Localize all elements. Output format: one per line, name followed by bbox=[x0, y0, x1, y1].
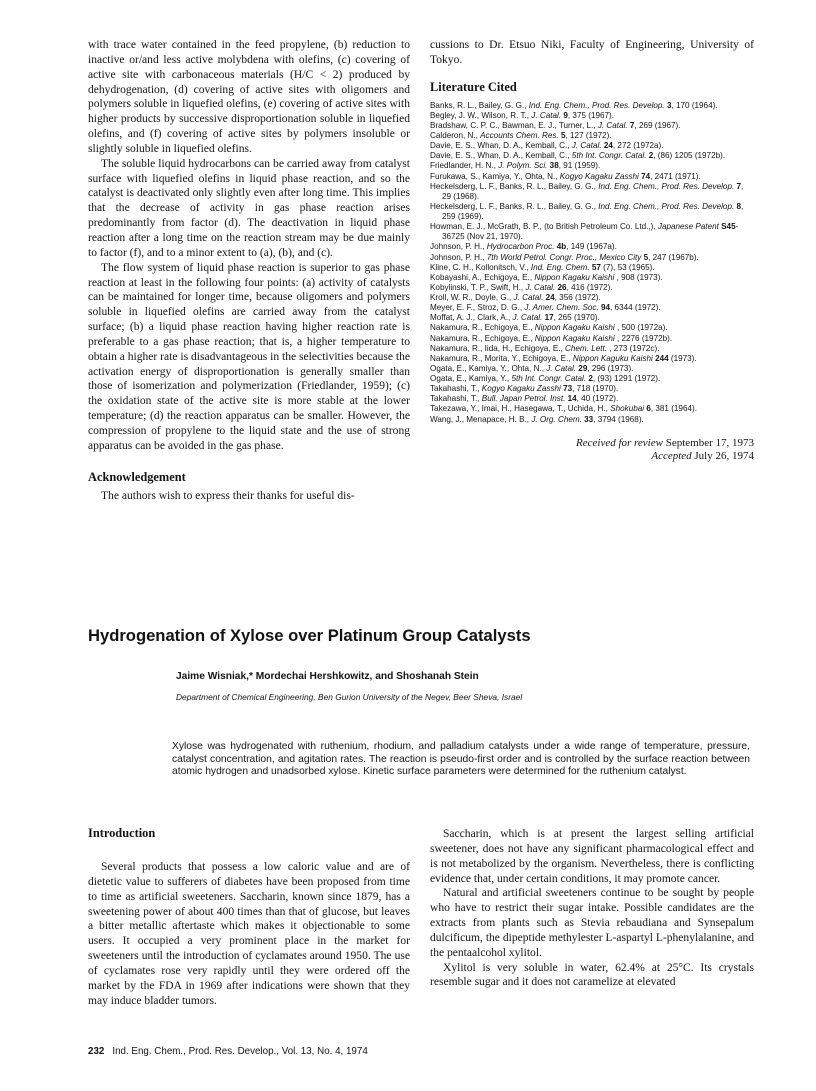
reference-list bbox=[430, 101, 754, 425]
reference-volume: 14 bbox=[567, 394, 577, 404]
reference-journal: J. Catal. bbox=[513, 293, 544, 303]
page-number: 232 bbox=[88, 1046, 105, 1057]
paragraph: Several products that possess a low caloric value and are of dietetic value to sufferers of diabetes have been proposed from time to time as artificial sweeteners. Saccharin, known since 1879, has a sweetening power of about 400 times than that of glucose, but leaves a bitter metallic aftertaste which makes it objectionable to some users. It occupied a very prominent place in the market for sweeteners until the introduction of cyclamates around 1950. The use of cyclamates rose very rapidly until they were ordered off the market by the FDA in 1969 after indications were shown that they may induce bladder tumors. bbox=[88, 861, 410, 1007]
reference-item bbox=[430, 131, 754, 141]
reference-item bbox=[430, 111, 754, 121]
paragraph: Natural and artificial sweeteners continue to be sought by people who have to restrict their sugar intake. Possible candidates are the extracts from plants such as Stevia rebaudiana and Synsepalum dulcificum, the dipeptide methylester L-aspartyl L-phenylalanine, and the pentaalcohol xylitol. bbox=[430, 887, 754, 959]
reference-journal: Ind. Eng. Chem., Prod. Res. Develop. bbox=[528, 100, 665, 110]
reference-authors: Ogata, E., Kamiya, Y., bbox=[430, 374, 512, 384]
reference-authors: Davie, E. S., Whan, D. A., Kemball, C., bbox=[430, 141, 572, 151]
reference-authors: Takezawa, Y., Imai, H., Hasegawa, T., Uchida, H., bbox=[430, 404, 611, 414]
reference-item bbox=[430, 101, 754, 111]
reference-details: , 127 (1972). bbox=[565, 131, 612, 141]
reference-journal: Nippon Kaguku Kaishi bbox=[572, 353, 653, 363]
reference-item bbox=[430, 303, 754, 313]
acknowledgement-heading: Acknowledgement bbox=[88, 469, 186, 484]
reference-details: , 149 (1967a). bbox=[566, 242, 617, 252]
reference-authors: Wang, J., Menapace, H. B., bbox=[430, 414, 532, 424]
reference-item bbox=[430, 283, 754, 293]
reference-details: , 272 (1972a). bbox=[612, 141, 664, 151]
reference-item bbox=[430, 182, 754, 202]
reference-item bbox=[430, 172, 754, 182]
reference-volume: 2 bbox=[648, 151, 654, 161]
reference-volume: 33 bbox=[584, 414, 594, 424]
paragraph: with trace water contained in the feed propylene, (b) reduction to inactive or/and less active molybdena with olefins, (c) covering of active site with carbonaceous materials (H/C < 2) produced by dehydrogenation, (d) covering of active sites with oligomers and polymers soluble in liquefied olefins, (e) covering of active sites with higher products by successive disproportionation soluble in liquefied olefins, and (f) covering of active sites by polymers insoluble or slightly soluble in liquefied olefins. bbox=[88, 39, 410, 155]
reference-item bbox=[430, 151, 754, 161]
reference-item bbox=[430, 242, 754, 252]
reference-volume: 24 bbox=[603, 141, 613, 151]
received-block bbox=[430, 437, 754, 464]
reference-journal: Shokubai bbox=[610, 404, 645, 414]
reference-volume: 73 bbox=[563, 384, 573, 394]
reference-details: , 247 (1967b). bbox=[648, 252, 699, 262]
reference-details: , 259 (1969). bbox=[442, 201, 744, 222]
reference-item bbox=[430, 334, 754, 344]
reference-volume: 9 bbox=[563, 110, 568, 120]
reference-journal: 5th Int. Congr. Catal. bbox=[571, 151, 647, 161]
reference-authors: Heckelsderg, L. F., Banks, R. L., Bailey, G. G., bbox=[430, 181, 599, 191]
reference-journal: J. Catal. bbox=[512, 313, 543, 323]
reference-volume: 26 bbox=[557, 282, 567, 292]
reference-journal: Chem. Lett. bbox=[565, 343, 608, 353]
reference-volume: 29 bbox=[578, 363, 588, 373]
paragraph: The soluble liquid hydrocarbons can be carried away from catalyst surface with liquefied olefins in liquid phase reaction, and so the catalyst is deactivated only slightly even after long time. This implies that the decrease of activity in gas phase reaction arises predominantly from factor (d). The deactivation in liquid phase reaction after a long time on the reaction stream may be due mainly to factor (f), and to a minor extent to (a), (b), and (c). bbox=[88, 157, 410, 259]
reference-journal: Bull. Japan Petrol. Inst. bbox=[481, 394, 566, 404]
reference-journal: J. Catal. bbox=[597, 120, 628, 130]
reference-journal: J. Polym. Sci. bbox=[498, 161, 548, 171]
reference-journal: Nippon Kagaku Kaishi bbox=[534, 323, 615, 333]
reference-journal: Ind. Eng. Chem., Prod. Res. Develop. bbox=[598, 201, 735, 211]
article-abstract: Xylose was hydrogenated with ruthenium, rhodium, and palladium catalysts under a wide range of temperature, pressure, catalyst concentration, and agitation rates. The reaction is pseudo-first order and is controlled by the surface reaction between atomic hydrogen and unadsorbed xylose. Kinetic surface parameters were determined for the ruthenium catalyst. bbox=[172, 741, 750, 778]
reference-item bbox=[430, 394, 754, 404]
reference-volume: 7 bbox=[629, 120, 635, 130]
received-date: September 17, 1973 bbox=[665, 436, 754, 449]
reference-details: , 6344 (1972). bbox=[610, 303, 661, 313]
reference-journal: J. Catal. bbox=[531, 110, 562, 120]
reference-details: , 296 (1973). bbox=[587, 363, 634, 373]
reference-authors: Davie, E. S., Whan, D. A., Kemball, C., bbox=[430, 151, 572, 161]
reference-details: , 381 (1964). bbox=[650, 404, 697, 414]
reference-authors: Friedlander, H. N., bbox=[430, 161, 499, 171]
reference-item bbox=[430, 374, 754, 384]
reference-authors: Furukawa, S., Kamiya, Y., Ohta, N., bbox=[430, 171, 560, 181]
reference-details: , 2276 (1972b). bbox=[616, 333, 673, 343]
reference-item bbox=[430, 384, 754, 394]
reference-item bbox=[430, 415, 754, 425]
article-authors: Jaime Wisniak,* Mordechai Hershkowitz, and Shoshanah Stein bbox=[176, 671, 479, 682]
reference-journal: J. Catal. bbox=[525, 282, 556, 292]
reference-volume: 5 bbox=[643, 252, 649, 262]
reference-details: , 269 (1967). bbox=[634, 120, 681, 130]
paragraph: Xylitol is very soluble in water, 62.4% at 25°C. Its crystals resemble sugar and it does not caramelize at elevated bbox=[430, 961, 754, 989]
journal-citation: Ind. Eng. Chem., Prod. Res. Develop., Vol. 13, No. 4, 1974 bbox=[112, 1046, 368, 1057]
reference-item bbox=[430, 323, 754, 333]
reference-authors: Nakamura, R., Echigoya, E., bbox=[430, 323, 535, 333]
literature-cited-heading: Literature Cited bbox=[430, 79, 517, 94]
reference-journal: 5th Int. Congr. Catal. bbox=[511, 374, 587, 384]
reference-volume: 7 bbox=[736, 181, 742, 191]
page-footer bbox=[88, 1046, 688, 1057]
accepted-label: Accepted bbox=[651, 450, 692, 463]
reference-journal: J. Catal. bbox=[571, 141, 602, 151]
reference-item bbox=[430, 293, 754, 303]
reference-details: -36725 (Nov 21, 1970). bbox=[442, 222, 739, 242]
reference-details: , (86) 1205 (1972b). bbox=[653, 151, 726, 161]
reference-authors: Bradshaw, C. P. C., Bawman, E. J., Turner, L., bbox=[430, 120, 598, 130]
reference-details: , 265 (1970). bbox=[553, 313, 600, 323]
reference-item bbox=[430, 263, 754, 273]
received-label: Received for review bbox=[576, 436, 663, 449]
reference-journal: Kogyo Kagaku Zasshi bbox=[481, 384, 561, 394]
reference-volume: 74 bbox=[641, 171, 651, 181]
reference-volume: 2 bbox=[588, 374, 593, 384]
reference-item bbox=[430, 121, 754, 131]
acknowledgement-continued: cussions to Dr. Etsuo Niki, Faculty of Engineering, University of Tokyo. bbox=[430, 39, 754, 66]
reference-volume: 24 bbox=[545, 293, 555, 303]
reference-volume: 244 bbox=[655, 353, 669, 363]
reference-volume: 6 bbox=[646, 404, 651, 414]
reference-authors: Kobayashi, A., Echigoya, E., bbox=[430, 272, 535, 282]
acknowledgement-text: The authors wish to express their thanks for useful dis- bbox=[101, 489, 355, 502]
reference-item bbox=[430, 404, 754, 414]
reference-journal: Nippon Kagaku Kaishi bbox=[534, 333, 615, 343]
reference-authors: Meyer, E. F., Stroz, D. G., bbox=[430, 303, 525, 313]
reference-journal: Ind. Eng. Chem., Prod. Res. Develop. bbox=[598, 181, 735, 191]
reference-journal: Japanese Patent bbox=[657, 222, 719, 232]
accepted-date: July 26, 1974 bbox=[694, 450, 754, 463]
reference-item bbox=[430, 222, 754, 242]
reference-journal: Ind. Eng. Chem. bbox=[530, 262, 590, 272]
reference-details: , 273 (1972c). bbox=[609, 343, 660, 353]
reference-item bbox=[430, 364, 754, 374]
received-line bbox=[430, 437, 754, 450]
article-title: Hydrogenation of Xylose over Platinum Group Catalysts bbox=[88, 626, 531, 645]
reference-journal: J. Amer. Chem. Soc. bbox=[524, 303, 599, 313]
reference-details: , 416 (1972). bbox=[566, 282, 613, 292]
reference-journal: Nippon Kagaku Kaishi bbox=[534, 272, 615, 282]
reference-details: , (93) 1291 (1972). bbox=[592, 374, 661, 384]
reference-item bbox=[430, 202, 754, 222]
reference-authors: Heckelsderg, L. F., Banks, R. L., Bailey, G. G., bbox=[430, 201, 599, 211]
reference-details: , 91 (1959). bbox=[558, 161, 601, 171]
reference-authors: Johnson, P. H., bbox=[430, 252, 487, 262]
reference-details: , 356 (1972). bbox=[554, 293, 601, 303]
bottom-left-column bbox=[88, 826, 410, 1008]
reference-volume: 94 bbox=[601, 303, 611, 313]
reference-volume: 3 bbox=[666, 100, 672, 110]
reference-details: , 375 (1967). bbox=[567, 110, 614, 120]
bottom-right-column bbox=[430, 827, 754, 990]
reference-details: , 40 (1972). bbox=[576, 394, 619, 404]
reference-authors: Johnson, P. H., bbox=[430, 242, 487, 252]
reference-authors: Calderon, N., bbox=[430, 131, 481, 141]
reference-details: , 718 (1970). bbox=[572, 384, 619, 394]
reference-authors: Kline, C. H., Kollonitsch, V., bbox=[430, 262, 531, 272]
reference-authors: Kobylinski, T. P., Swift, H., bbox=[430, 282, 526, 292]
reference-details: , 2471 (1971). bbox=[650, 171, 701, 181]
reference-item bbox=[430, 161, 754, 171]
top-right-column bbox=[430, 38, 754, 464]
reference-journal: Accounts Chem. Res. bbox=[480, 131, 559, 141]
reference-item bbox=[430, 344, 754, 354]
reference-volume: 38 bbox=[549, 161, 559, 171]
reference-authors: Takahashi, T., bbox=[430, 394, 482, 404]
reference-item bbox=[430, 253, 754, 263]
reference-volume: 17 bbox=[544, 313, 554, 323]
accepted-line bbox=[430, 450, 754, 463]
reference-authors: Kroll, W. R., Doyle, G., bbox=[430, 293, 514, 303]
reference-item bbox=[430, 273, 754, 283]
introduction-heading: Introduction bbox=[88, 826, 156, 840]
reference-authors: Nakamura, R., Echigoya, E., bbox=[430, 333, 535, 343]
reference-item bbox=[430, 313, 754, 323]
paragraph: Saccharin, which is at present the largest selling artificial sweetener, does not have any significant pharmacological effect and is not metabolized by the organism. Nevertheless, there is conflicting evidence that, under certain conditions, it may promote cancer. bbox=[430, 828, 754, 885]
reference-authors: Begley, J. W., Wilson, R. T., bbox=[430, 110, 532, 120]
reference-authors: Takahashi, T., bbox=[430, 384, 482, 394]
reference-details: , 29 (1968). bbox=[442, 181, 744, 201]
reference-volume: 5 bbox=[560, 131, 566, 141]
reference-details: , 3794 (1968). bbox=[593, 414, 644, 424]
reference-authors: Nakamura, R., Morita, Y., Echigoya, E., bbox=[430, 353, 573, 363]
reference-authors: Howman, E. J., McGrath, B. P., (to British Petroleum Co. Ltd.,), bbox=[430, 222, 658, 232]
reference-journal: Kogyo Kagaku Zasshi bbox=[559, 171, 639, 181]
top-left-column bbox=[88, 38, 410, 503]
reference-authors: Nakamura, R., Iida, H., Echigoya, E., bbox=[430, 343, 566, 353]
reference-details: , 500 (1972a). bbox=[616, 323, 668, 333]
reference-volume: 4b bbox=[556, 242, 567, 252]
reference-item bbox=[430, 141, 754, 151]
reference-journal: 7th World Petrol. Congr. Proc., Mexico City bbox=[486, 252, 642, 262]
reference-volume: 57 bbox=[591, 262, 601, 272]
reference-volume: S45 bbox=[721, 222, 736, 232]
reference-journal: J. Catal. bbox=[546, 363, 577, 373]
article-affiliation: Department of Chemical Engineering, Ben Gurion University of the Negev, Beer Sheva, Israel bbox=[176, 692, 523, 702]
reference-details: , 170 (1964). bbox=[671, 100, 718, 110]
reference-volume: 8 bbox=[736, 201, 742, 211]
reference-journal: J. Org. Chem. bbox=[531, 414, 582, 424]
reference-journal: Hydrocarbon Proc. bbox=[486, 242, 555, 252]
reference-details: , 908 (1973). bbox=[616, 272, 663, 282]
paragraph: The flow system of liquid phase reaction is superior to gas phase reaction at least in the following four points: (a) activity of catalysts can be maintained for longer time, because oligomers and polymers soluble in liquefied olefins are carried away from the catalyst surface; (b) a liquid phase reaction having higher reaction rate is preferable to a gas phase reaction; that is, a higher temperature to obtain a higher rate is disadvantageous in the selectivities because the activation energy of disproportionation is generally smaller than those of isomerization and polymerization (Friedlander, 1959); (c) the oxidation state of the active site is more stable at the lower temperature; (d) the reaction apparatus can be smaller. However, the compression of propylene to the liquid state and the use of strong apparatus can be avoided in the gas phase. bbox=[88, 261, 410, 452]
reference-details: (7), 53 (1965). bbox=[600, 262, 655, 272]
reference-authors: Ogata, E., Kamiya, Y., Ohta, N., bbox=[430, 363, 547, 373]
reference-details: (1973). bbox=[668, 353, 697, 363]
reference-authors: Moffat, A. J., Clark, A., bbox=[430, 313, 513, 323]
reference-item bbox=[430, 354, 754, 364]
reference-authors: Banks, R. L., Bailey, G. G., bbox=[430, 100, 529, 110]
